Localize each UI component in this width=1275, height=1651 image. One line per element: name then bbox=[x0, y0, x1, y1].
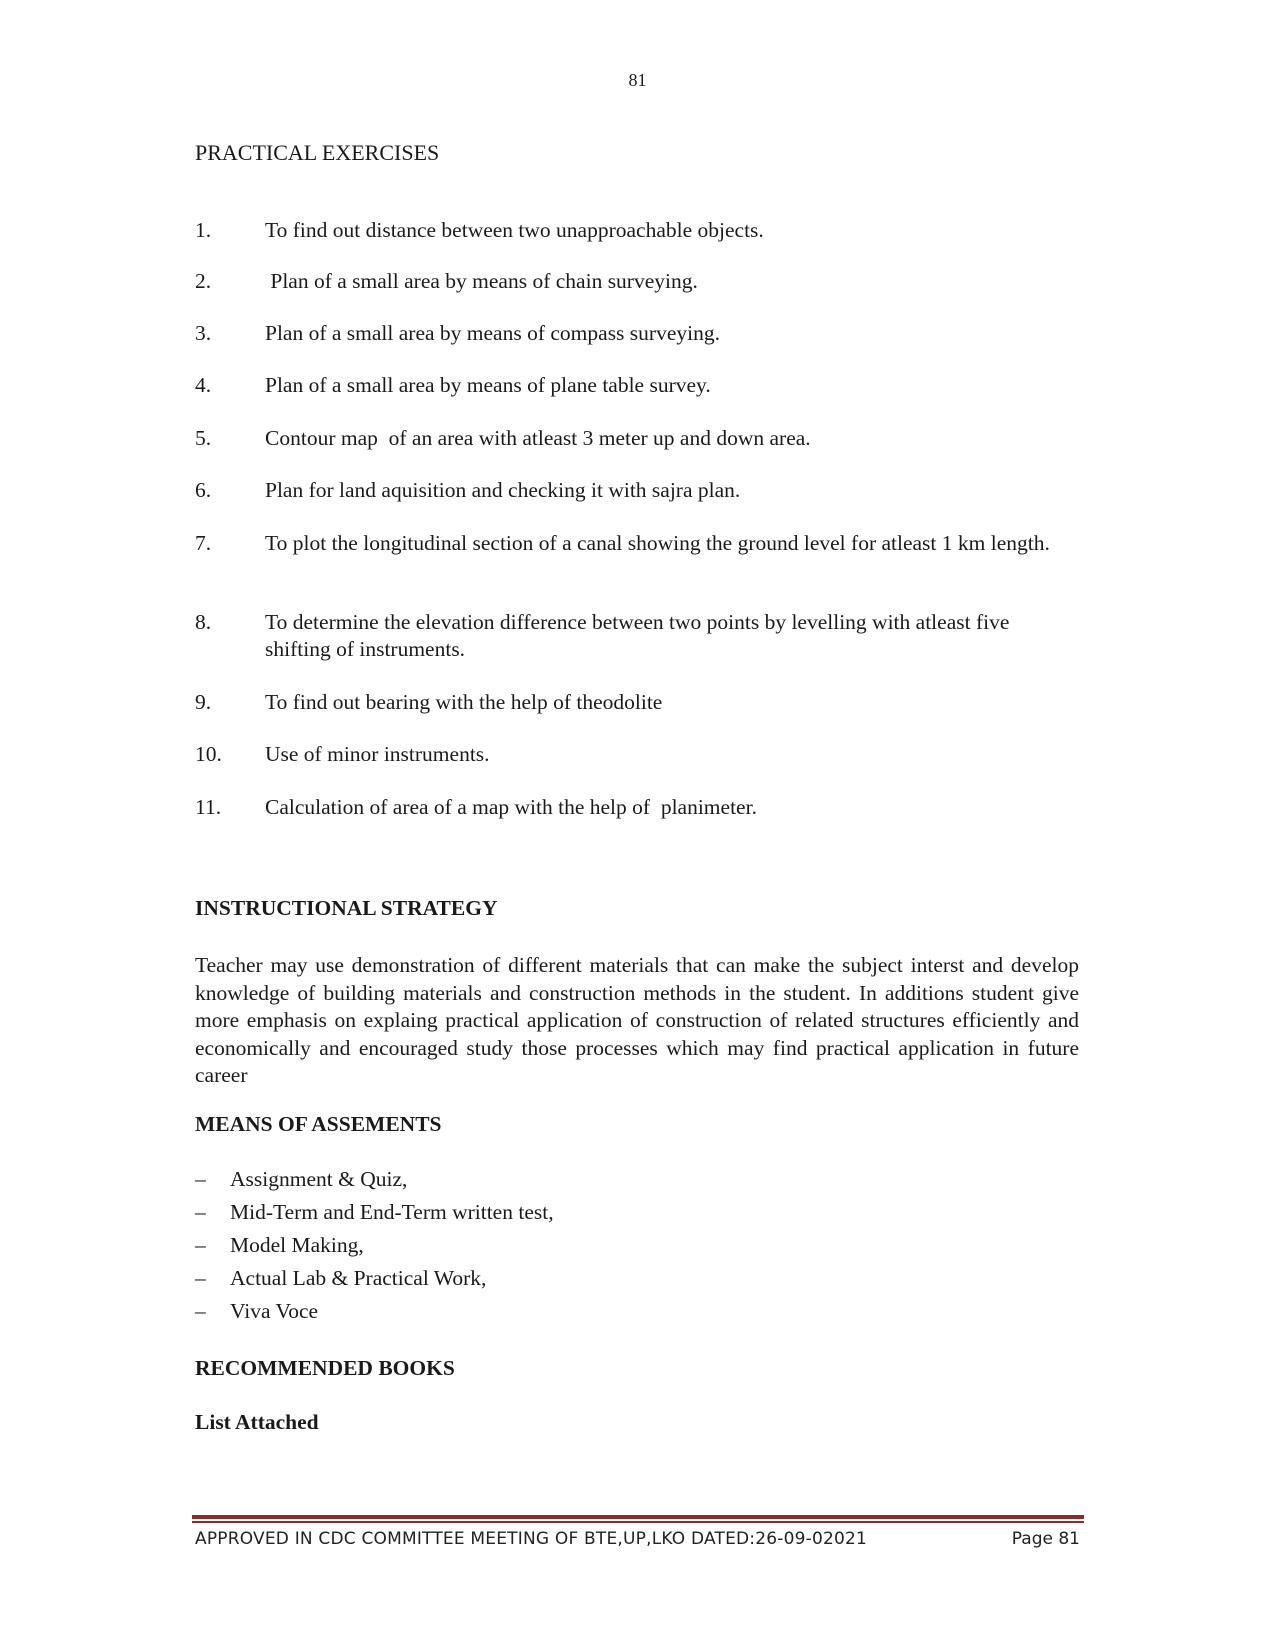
item-text: Calculation of area of a map with the help of planimeter. bbox=[265, 795, 757, 819]
item-number: 2. bbox=[195, 269, 212, 293]
item-text: Plan of a small area by means of chain surveying. bbox=[265, 269, 698, 293]
bullet-text: Assignment & Quiz, bbox=[230, 1167, 408, 1191]
dash-bullet: – bbox=[195, 1167, 206, 1191]
instructional-strategy-paragraph: Teacher may use demonstration of different materials that can make the subject interst and develop knowledge of building materials and construction methods in the student. In additions student give more emphasis on explaing practical application of construction of related structures efficiently and economically and encouraged study those processes which may find practical application in future career bbox=[195, 953, 1079, 1087]
item-text: Plan of a small area by means of plane table survey. bbox=[265, 373, 711, 397]
item-text: To find out bearing with the help of theodolite bbox=[265, 690, 663, 714]
list-item bbox=[195, 1199, 554, 1226]
dash-bullet: – bbox=[195, 1233, 206, 1257]
list-item bbox=[195, 530, 1075, 557]
dash-bullet: – bbox=[195, 1299, 206, 1323]
bullet-text: Mid-Term and End-Term written test, bbox=[230, 1200, 554, 1224]
item-number: 1. bbox=[195, 218, 212, 242]
item-number: 6. bbox=[195, 478, 212, 502]
footer-page-label: Page 81 bbox=[1011, 1529, 1080, 1549]
dash-bullet: – bbox=[195, 1200, 206, 1224]
list-attached-note: List Attached bbox=[195, 1410, 319, 1434]
list-item bbox=[195, 217, 1075, 244]
bullet-text: Model Making, bbox=[230, 1233, 364, 1257]
page-number: 81 bbox=[628, 70, 647, 90]
item-number: 9. bbox=[195, 690, 212, 714]
item-text: To find out distance between two unapproachable objects. bbox=[265, 218, 764, 242]
list-item bbox=[195, 1298, 318, 1325]
list-item bbox=[195, 609, 1075, 663]
item-text: To plot the longitudinal section of a canal showing the ground level for atleast 1 km length. bbox=[265, 531, 1050, 555]
item-number: 8. bbox=[195, 610, 212, 634]
item-number: 3. bbox=[195, 321, 212, 345]
item-text: Plan of a small area by means of compass surveying. bbox=[265, 321, 720, 345]
item-number: 7. bbox=[195, 531, 212, 555]
list-item bbox=[195, 425, 1075, 452]
item-text: Use of minor instruments. bbox=[265, 742, 490, 766]
item-number: 11. bbox=[195, 795, 222, 819]
item-text: Plan for land aquisition and checking it with sajra plan. bbox=[265, 478, 741, 502]
dash-bullet: – bbox=[195, 1266, 206, 1290]
list-item bbox=[195, 1265, 486, 1292]
list-item bbox=[195, 689, 1075, 716]
list-item bbox=[195, 1166, 407, 1193]
item-number: 10. bbox=[195, 742, 222, 766]
footer-rule-thin bbox=[192, 1521, 1084, 1523]
item-text: Contour map of an area with atleast 3 meter up and down area. bbox=[265, 426, 811, 450]
list-item bbox=[195, 741, 1075, 768]
item-number: 5. bbox=[195, 426, 212, 450]
list-item bbox=[195, 372, 1075, 399]
bullet-text: Actual Lab & Practical Work, bbox=[230, 1266, 487, 1290]
footer-rule-thick bbox=[192, 1515, 1084, 1519]
instructional-strategy-heading: INSTRUCTIONAL STRATEGY bbox=[195, 896, 498, 920]
bullet-text: Viva Voce bbox=[230, 1299, 319, 1323]
item-text: To determine the elevation difference between two points by levelling with atleast five shifting of instruments. bbox=[265, 610, 1010, 661]
list-item bbox=[195, 794, 1075, 821]
item-number: 4. bbox=[195, 373, 212, 397]
list-item bbox=[195, 320, 1075, 347]
recommended-books-heading: RECOMMENDED BOOKS bbox=[195, 1356, 455, 1380]
list-item bbox=[195, 268, 1075, 295]
list-item bbox=[195, 1232, 364, 1259]
practical-exercises-title: PRACTICAL EXERCISES bbox=[195, 140, 440, 165]
footer-approval-text: APPROVED IN CDC COMMITTEE MEETING OF BTE,UP,LKO DATED:26-09-02021 bbox=[195, 1529, 868, 1549]
assessment-heading: MEANS OF ASSEMENTS bbox=[195, 1112, 442, 1136]
list-item bbox=[195, 477, 1075, 504]
